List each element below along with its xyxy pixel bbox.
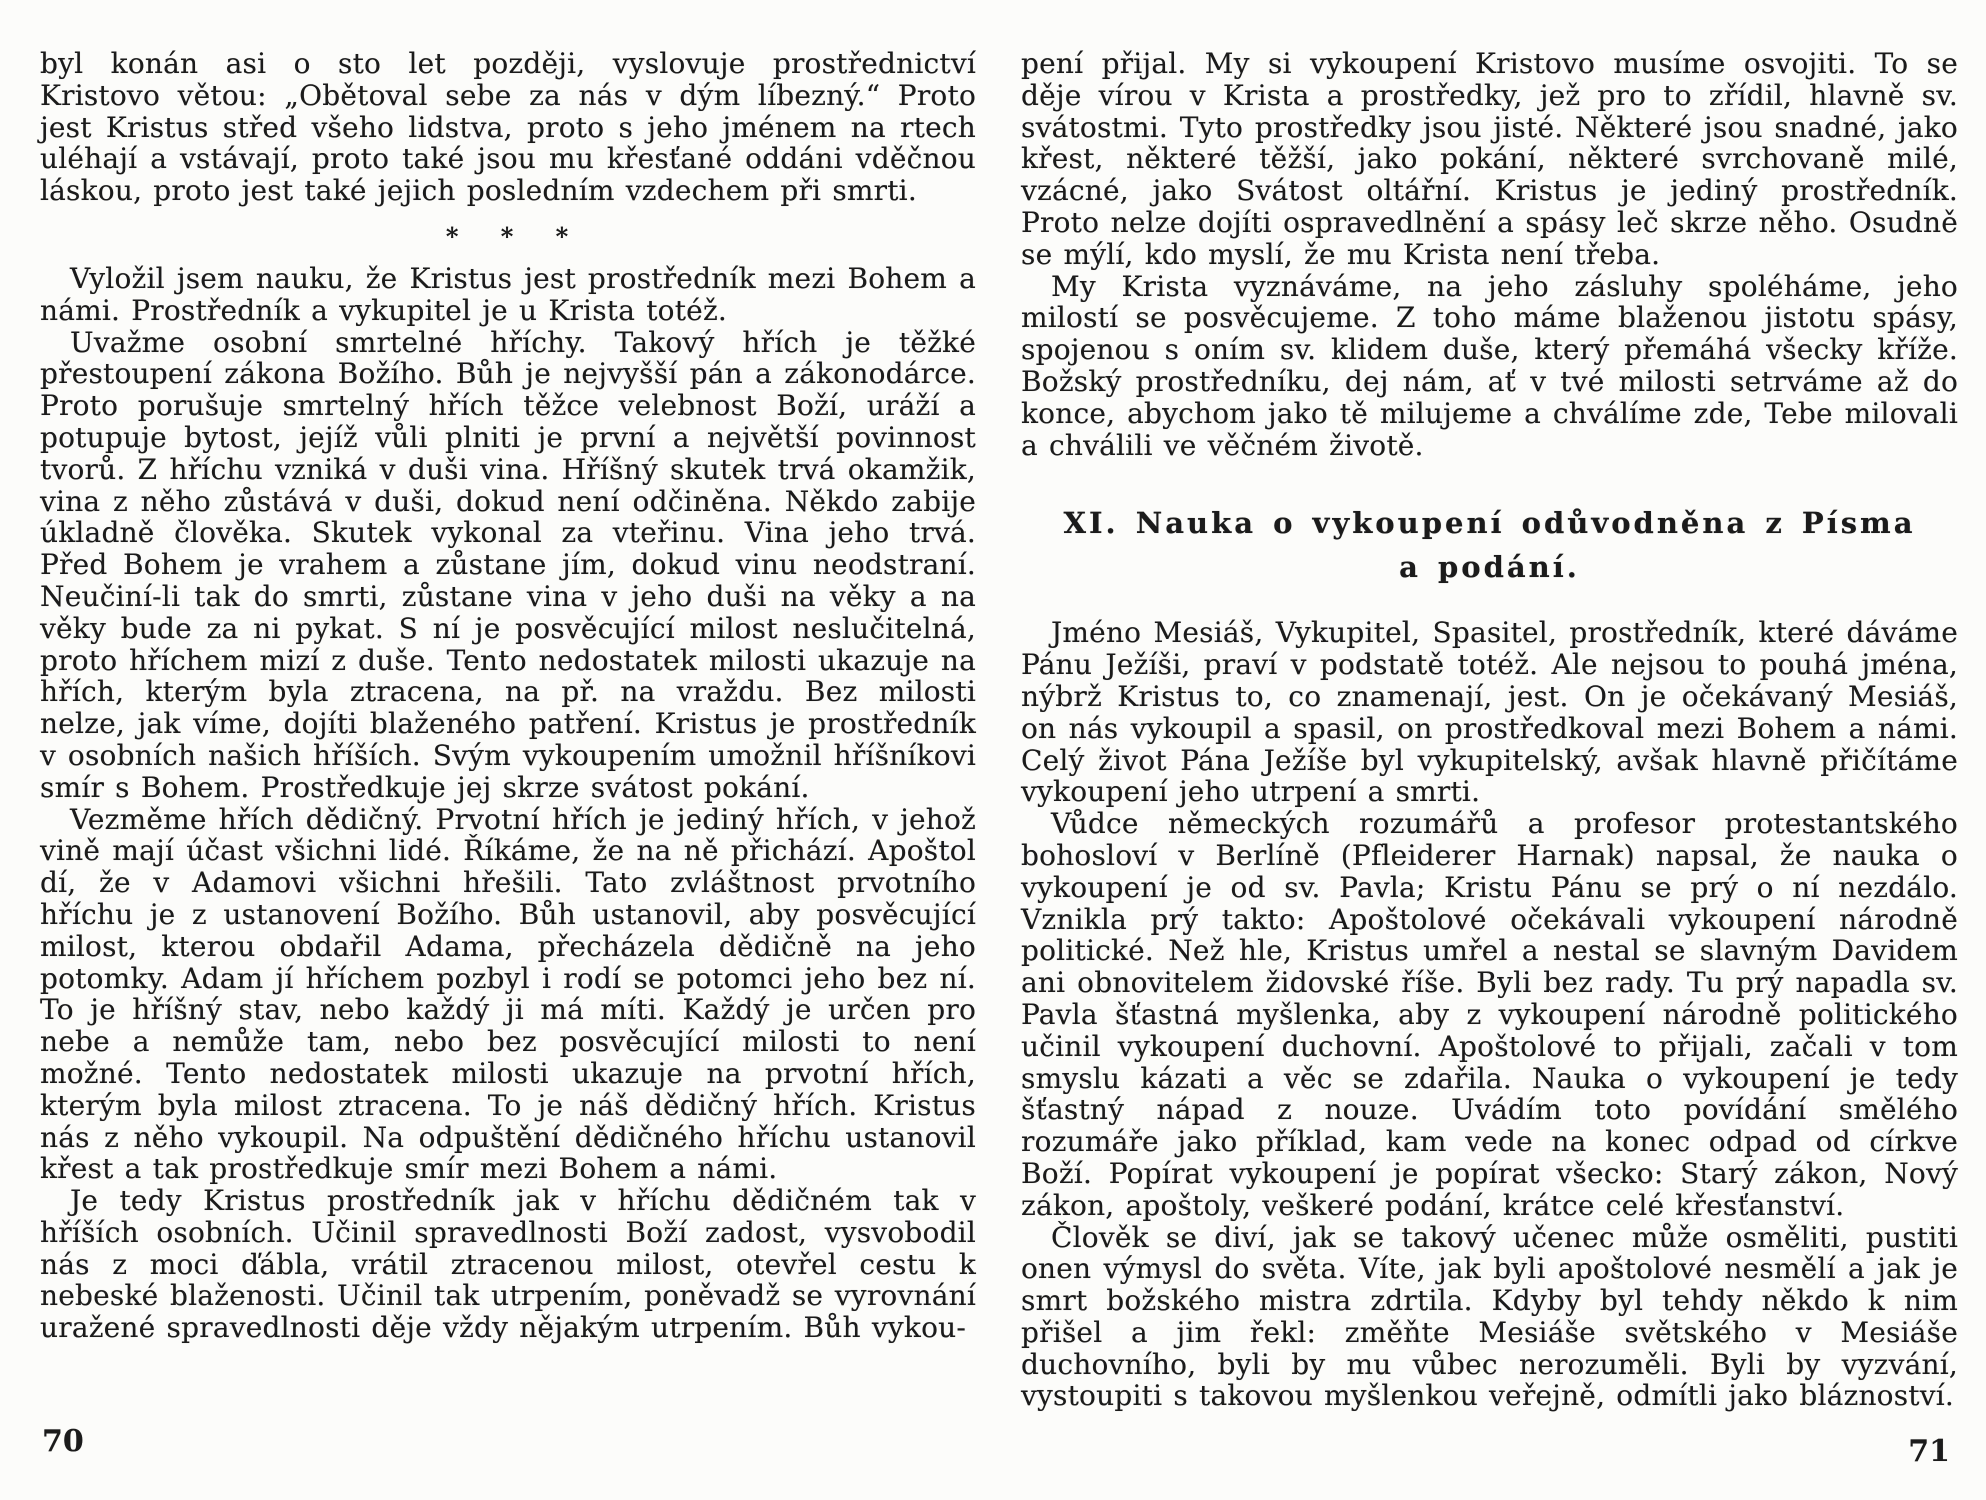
paragraph: Uvažme osobní smrtelné hříchy. Takový hřích je těžké přestoupení zákona Božího. Bůh je nejvyšší pán a zákonodárce. Proto porušuje smrtelný hřích těžce velebnost Boží, uráží a potupuje bytost, jejíž vůli plniti je první a největší povinnost tvorů. Z hříchu vzniká v duši vina. Hříšný skutek trvá okamžik, vina z něho zůstává v duši, dokud není odčiněna. Někdo zabije úkladně člověka. Skutek vykonal za vteřinu. Vina jeho trvá. Před Bohem je vrahem a zůstane jím, dokud vinu neodstraní. Neučiní-li tak do smrti, zůstane vina v jeho duši na věky a na věky bude za ni pykat. S ní je posvěcující milost neslučitelná, proto hříchem mizí z duše. Tento nedostatek milosti ukazuje na hřích, kterým byla ztracena, na př. na vraždu. Bez milosti nelze, jak víme, dojíti blaženého patření. Kristus je prostředník v osobních našich hříších. Svým vykoupením umožnil hříšníkovi smír s Bohem. Prostředkuje jej skrze svátost pokání. — [40, 325, 976, 804]
paragraph: Vyložil jsem nauku, že Kristus jest prostředník mezi Bohem a námi. Prostředník a vykupitel je u Krista totéž. — [40, 261, 976, 327]
paragraph: Je tedy Kristus prostředník jak v hříchu dědičném tak v hříších osobních. Učinil spravedlnosti Boží zadost, vysvobodil nás z moci ďábla, vrátil ztracenou milost, otevřel cestu k nebeské blaženosti. Učinil tak utrpením, poněvadž se vyrovnání uražené spravedlnosti děje vždy nějakým utrpením. Bůh vykou- — [40, 1184, 976, 1345]
paragraph: Jméno Mesiáš, Vykupitel, Spasitel, prostředník, které dáváme Pánu Ježíši, praví v podstatě totéž. Ale nejsou to pouhá jména, nýbrž Kristus to, co znamenají, jest. On je očekávaný Mesiáš, on nás vykoupil a spasil, on prostředkoval mezi Bohem a námi. Celý život Pána Ježíše byl vykupitelský, avšak hlavně přičítáme vykoupení jeho utrpení a smrti. — [1021, 616, 1958, 809]
page-left — [40, 0, 976, 1500]
paragraph: byl konán asi o sto let později, vyslovuje prostřednictví Kristovo větou: „Obětoval sebe za nás v dým líbezný.“ Proto jest Kristus střed všeho lidstva, proto s jeho jménem na rtech uléhají a vstávají, proto také jsou mu křesťané oddáni vděčnou láskou, proto jest také jejich posledním vzdechem při smrti. — [40, 47, 976, 208]
paragraph: Vezměme hřích dědičný. Prvotní hřích je jediný hřích, v jehož vině mají účast všichni lidé. Říkáme, že na ně přichází. Apoštol dí, že v Adamovi všichni hřešili. Tato zvláštnost prvotního hříchu je z ustanovení Božího. Bůh ustanovil, aby posvěcující milost, kterou obdařil Adama, přecházela dědičně na jeho potomky. Adam jí hříchem pozbyl i rodí se potomci jeho bez ní. To je hříšný stav, nebo každý ji má míti. Každý je určen pro nebe a nemůže tam, nebo bez posvěcující milosti to není možné. Tento nedostatek milosti ukazuje na prvotní hřích, kterým byla milost ztracena. To je náš dědičný hřích. Kristus nás z něho vykoupil. Na odpuštění dědičného hříchu ustanovil křest a tak prostředkuje smír mezi Bohem a námi. — [40, 802, 976, 1186]
page-left-text-block — [40, 48, 976, 1344]
chapter-heading — [1031, 501, 1948, 589]
chapter-heading-line2: a podání. — [1399, 550, 1580, 585]
page-number-left: 70 — [42, 1424, 84, 1459]
paragraph: Vůdce německých rozumářů a profesor protestantského bohosloví v Berlíně (Pfleiderer Harnak) napsal, že nauka o vykoupení je od sv. Pavla; Kristu Pánu se prý o ní nezdálo. Vznikla prý takto: Apoštolové očekávali vykoupení národně politické. Než hle, Kristus umřel a nestal se slavným Davidem ani obnovitelem židovské říše. Byli bez rady. Tu prý napadla sv. Pavla šťastná myšlenka, aby z vykoupení národně politického učinil vykoupení duchovní. Apoštolové to přijali, začali v tom smyslu kázati a věc se zdařila. Nauka o vykoupení je tedy šťastný nápad z nouze. Uvádím toto povídání smělého rozumáře jako příklad, kam vede na konec odpad od církve Boží. Popírat vykoupení je popírat všecko: Starý zákon, Nový zákon, apoštoly, veškeré podání, krátce celé křesťanství. — [1021, 807, 1958, 1222]
page-right-text-block — [1021, 48, 1958, 1412]
chapter-heading-line1: XI. Nauka o vykoupení odůvodněna z Písma — [1063, 506, 1916, 541]
paragraph: My Krista vyznáváme, na jeho zásluhy spoléháme, jeho milostí se posvěcujeme. Z toho máme blaženou jistotu spásy, spojenou s oním sv. klidem duše, který přemáhá všecky kříže. Božský prostředníku, dej nám, ať v tvé milosti setrváme až do konce, abychom jako tě milujeme a chválíme zde, Tebe milovali a chválili ve věčném životě. — [1021, 269, 1958, 462]
paragraph: pení přijal. My si vykoupení Kristovo musíme osvojiti. To se děje vírou v Krista a prostředky, jež pro to zřídil, hlavně sv. svátostmi. Tyto prostředky jsou jisté. Některé jsou snadné, jako křest, některé těžší, jako pokání, některé svrchovaně milé, vzácné, jako Svátost oltářní. Kristus je jediný prostředník. Proto nelze dojíti ospravedlnění a spásy leč skrze něho. Osudně se mýlí, kdo myslí, že mu Krista není třeba. — [1021, 47, 1958, 271]
page-number-right: 71 — [1908, 1434, 1950, 1469]
paragraph: Člověk se diví, jak se takový učenec může osměliti, pustiti onen výmysl do světa. Víte, jak byli apoštolové nesmělí a jak je smrt božského mistra zdrtila. Kdyby byl tehdy někdo k nim přišel a jim řekl: změňte Mesiáše světského v Mesiáše duchovního, byli by mu vůbec nerozuměli. Byli by vyzvání, vystoupiti s takovou myšlenkou veřejně, odmítli jako bláznoství. — [1021, 1220, 1958, 1413]
page-right — [1021, 0, 1958, 1500]
section-separator: * * * — [445, 221, 571, 251]
